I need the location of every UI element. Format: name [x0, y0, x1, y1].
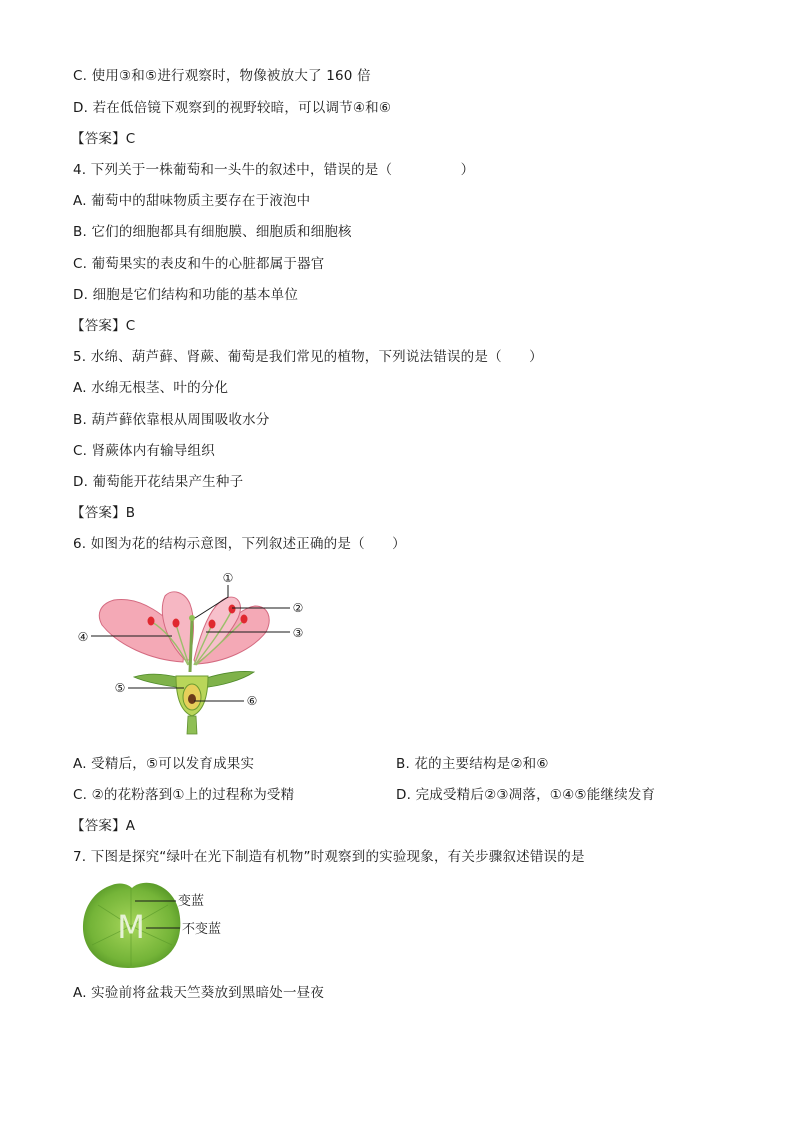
stigma — [189, 615, 195, 621]
q5-option-c: C. 肾蕨体内有输导组织 — [73, 443, 215, 459]
q6-option-b: B. 花的主要结构是②和⑥ — [396, 756, 549, 772]
q6-stem: 6. 如图为花的结构示意图，下列叙述正确的是（ ） — [73, 536, 406, 552]
q6-option-c: C. ②的花粉落到①上的过程称为受精 — [73, 787, 295, 803]
q5-option-d: D. 葡萄能开花结果产生种子 — [73, 474, 244, 490]
label-not-blue: 不变蓝 — [182, 922, 222, 937]
label-3: ③ — [292, 626, 304, 640]
q4-answer: 【答案】C — [71, 318, 136, 334]
q7-option-a: A. 实验前将盆栽天竺葵放到黑暗处一昼夜 — [73, 985, 325, 1001]
q3-option-d: D. 若在低倍镜下观察到的视野较暗，可以调节④和⑥ — [73, 100, 392, 116]
label-6: ⑥ — [246, 694, 258, 708]
flower-stem — [187, 716, 197, 734]
q7-stem: 7. 下图是探究“绿叶在光下制造有机物”时观察到的实验现象，有关步骤叙述错误的是 — [73, 849, 585, 865]
leaf-letter: M — [117, 908, 145, 946]
q4-option-d: D. 细胞是它们结构和功能的基本单位 — [73, 287, 299, 303]
q5-stem: 5. 水绵、葫芦藓、肾蕨、葡萄是我们常见的植物，下列说法错误的是（ ） — [73, 349, 543, 365]
q5-option-b: B. 葫芦藓依靠根从周围吸收水分 — [73, 412, 270, 428]
ovule — [188, 694, 196, 704]
label-4: ④ — [77, 630, 89, 644]
q3-option-c: C. 使用③和⑤进行观察时，物像被放大了 160 倍 — [73, 68, 371, 84]
q5-answer: 【答案】B — [71, 505, 136, 521]
q4-option-c: C. 葡萄果实的表皮和牛的心脏都属于器官 — [73, 256, 325, 272]
q4-option-b: B. 它们的细胞都具有细胞膜、细胞质和细胞核 — [73, 224, 352, 240]
pistil-style — [190, 620, 192, 672]
label-turns-blue: 变蓝 — [178, 894, 205, 909]
q3-answer: 【答案】C — [71, 131, 136, 147]
label-2: ② — [292, 601, 304, 615]
q6-option-d: D. 完成受精后②③凋落，①④⑤能继续发育 — [396, 787, 656, 803]
q5-option-a: A. 水绵无根茎、叶的分化 — [73, 380, 229, 396]
q6-answer: 【答案】A — [71, 818, 136, 834]
label-1: ① — [222, 571, 234, 585]
q4-stem: 4. 下列关于一株葡萄和一头牛的叙述中，错误的是（ ） — [73, 162, 475, 178]
flower-structure-figure — [70, 566, 320, 736]
q6-option-a: A. 受精后，⑤可以发育成果实 — [73, 756, 255, 772]
q4-option-a: A. 葡萄中的甜味物质主要存在于液泡中 — [73, 193, 311, 209]
label-5: ⑤ — [114, 681, 126, 695]
leaf-experiment-figure — [80, 878, 240, 976]
